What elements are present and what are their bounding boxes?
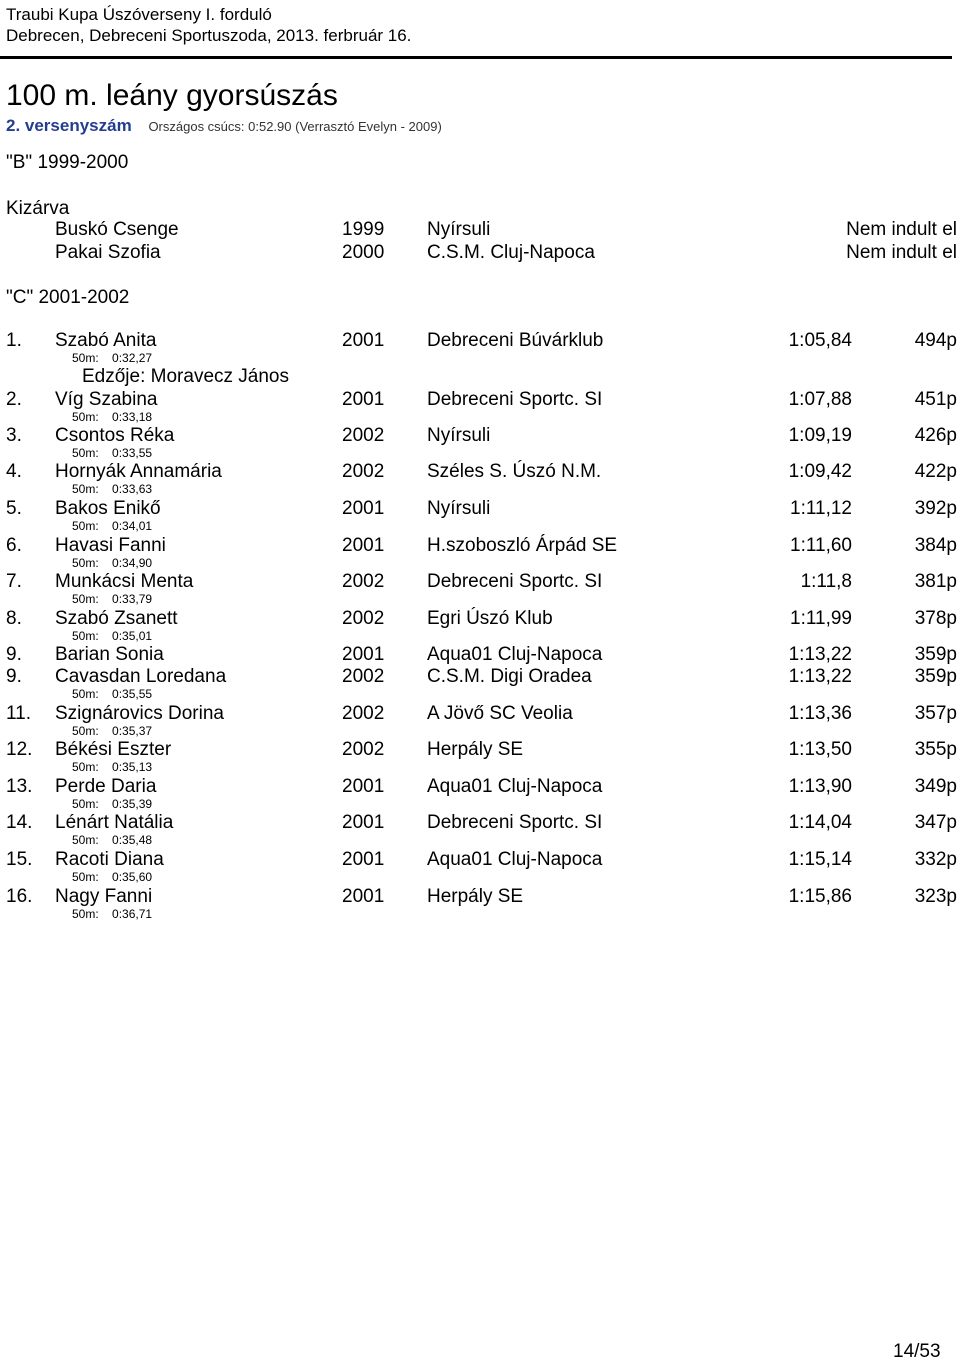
result-year: 2002 <box>342 425 385 446</box>
result-points: 392p <box>914 498 957 519</box>
disq-club: Nyírsuli <box>427 219 491 240</box>
result-club: Debreceni Sportc. SI <box>427 571 603 592</box>
result-points: 355p <box>914 739 957 760</box>
result-name: Perde Daria <box>55 776 157 797</box>
split-time: 50m: 0:35,55 <box>72 687 153 701</box>
result-rank: 16. <box>6 886 33 907</box>
split-time: 50m: 0:34,90 <box>72 556 153 570</box>
result-time: 1:13,50 <box>788 739 852 760</box>
result-year: 2002 <box>342 739 385 760</box>
result-points: 451p <box>914 389 957 410</box>
result-name: Szignárovics Dorina <box>55 703 224 724</box>
page-number: 14/53 <box>893 1341 941 1362</box>
result-points: 359p <box>914 666 957 687</box>
header-divider <box>0 56 952 59</box>
result-rank: 9. <box>6 666 22 687</box>
result-year: 2002 <box>342 571 385 592</box>
disq-status: Nem indult el <box>846 242 957 263</box>
result-club: Debreceni Búvárklub <box>427 330 604 351</box>
result-club: Aqua01 Cluj-Napoca <box>427 644 603 665</box>
result-points: 384p <box>914 535 957 556</box>
result-rank: 4. <box>6 461 22 482</box>
result-year: 2001 <box>342 849 385 870</box>
result-name: Nagy Fanni <box>55 886 153 907</box>
result-points: 347p <box>914 812 957 833</box>
result-club: Debreceni Sportc. SI <box>427 812 603 833</box>
split-time: 50m: 0:32,27 <box>72 351 153 365</box>
result-club: Egri Úszó Klub <box>427 608 553 629</box>
result-time: 1:11,8 <box>800 571 852 592</box>
result-name: Havasi Fanni <box>55 535 166 556</box>
split-time: 50m: 0:35,37 <box>72 724 153 738</box>
result-name: Szabó Zsanett <box>55 608 178 629</box>
split-time: 50m: 0:33,18 <box>72 410 153 424</box>
split-time: 50m: 0:33,63 <box>72 482 153 496</box>
result-points: 332p <box>914 849 957 870</box>
event-subtitle <box>6 115 442 138</box>
result-year: 2002 <box>342 666 385 687</box>
result-name: Lénárt Natália <box>55 812 174 833</box>
competition-venue-date: Debrecen, Debreceni Sportuszoda, 2013. ferbruár 16. <box>6 26 412 45</box>
result-points: 323p <box>914 886 957 907</box>
result-year: 2001 <box>342 389 385 410</box>
result-rank: 8. <box>6 608 22 629</box>
result-points: 357p <box>914 703 957 724</box>
result-points: 349p <box>914 776 957 797</box>
disq-name: Pakai Szofia <box>55 242 161 263</box>
page-header <box>6 4 411 46</box>
disq-club: C.S.M. Cluj-Napoca <box>427 242 595 263</box>
result-name: Víg Szabina <box>55 389 158 410</box>
result-time: 1:15,86 <box>788 886 852 907</box>
result-year: 2001 <box>342 330 385 351</box>
result-time: 1:05,84 <box>788 330 852 351</box>
result-rank: 5. <box>6 498 22 519</box>
result-year: 2001 <box>342 812 385 833</box>
result-time: 1:14,04 <box>788 812 852 833</box>
split-time: 50m: 0:35,01 <box>72 629 153 643</box>
split-time: 50m: 0:36,71 <box>72 907 153 921</box>
result-year: 2002 <box>342 461 385 482</box>
result-club: Aqua01 Cluj-Napoca <box>427 849 603 870</box>
result-club: Herpály SE <box>427 886 524 907</box>
result-rank: 3. <box>6 425 22 446</box>
result-time: 1:13,22 <box>788 644 852 665</box>
result-points: 422p <box>914 461 957 482</box>
disq-year: 1999 <box>342 219 385 240</box>
split-time: 50m: 0:35,60 <box>72 870 153 884</box>
split-time: 50m: 0:35,13 <box>72 760 153 774</box>
split-time: 50m: 0:35,48 <box>72 833 153 847</box>
result-year: 2001 <box>342 644 385 665</box>
result-name: Racoti Diana <box>55 849 164 870</box>
group-b-label: "B" 1999-2000 <box>6 152 129 173</box>
result-club: Herpály SE <box>427 739 524 760</box>
result-name: Hornyák Annamária <box>55 461 222 482</box>
result-name: Bakos Enikő <box>55 498 161 519</box>
result-time: 1:11,99 <box>790 608 852 629</box>
disq-year: 2000 <box>342 242 385 263</box>
result-points: 359p <box>914 644 957 665</box>
result-year: 2001 <box>342 776 385 797</box>
result-club: Nyírsuli <box>427 425 491 446</box>
result-rank: 9. <box>6 644 22 665</box>
result-club: C.S.M. Digi Oradea <box>427 666 592 687</box>
group-c-label: "C" 2001-2002 <box>6 287 130 308</box>
result-year: 2001 <box>342 498 385 519</box>
result-name: Csontos Réka <box>55 425 175 446</box>
result-name: Cavasdan Loredana <box>55 666 227 687</box>
disq-status: Nem indult el <box>846 219 957 240</box>
result-time: 1:13,90 <box>788 776 852 797</box>
result-rank: 2. <box>6 389 22 410</box>
result-points: 494p <box>914 330 957 351</box>
result-rank: 13. <box>6 776 33 797</box>
split-time: 50m: 0:34,01 <box>72 519 153 533</box>
result-year: 2001 <box>342 535 385 556</box>
result-club: H.szoboszló Árpád SE <box>427 535 618 556</box>
result-year: 2002 <box>342 608 385 629</box>
result-rank: 15. <box>6 849 33 870</box>
result-time: 1:07,88 <box>788 389 852 410</box>
result-club: Debreceni Sportc. SI <box>427 389 603 410</box>
result-time: 1:09,19 <box>788 425 852 446</box>
event-title: 100 m. leány gyorsúszás <box>6 79 338 112</box>
split-time: 50m: 0:33,55 <box>72 446 153 460</box>
result-time: 1:11,60 <box>790 535 852 556</box>
result-rank: 6. <box>6 535 22 556</box>
result-name: Szabó Anita <box>55 330 157 351</box>
result-club: Aqua01 Cluj-Napoca <box>427 776 603 797</box>
result-club: Széles S. Úszó N.M. <box>427 461 602 482</box>
result-time: 1:13,36 <box>788 703 852 724</box>
competition-title: Traubi Kupa Úszóverseny I. forduló <box>6 5 272 24</box>
result-name: Barian Sonia <box>55 644 164 665</box>
result-points: 426p <box>914 425 957 446</box>
result-club: Nyírsuli <box>427 498 491 519</box>
result-points: 378p <box>914 608 957 629</box>
result-rank: 14. <box>6 812 33 833</box>
split-time: 50m: 0:35,39 <box>72 797 153 811</box>
split-time: 50m: 0:33,79 <box>72 592 153 606</box>
event-number: 2. versenyszám <box>6 116 132 135</box>
result-year: 2002 <box>342 703 385 724</box>
result-year: 2001 <box>342 886 385 907</box>
coach-name: Edzője: Moravecz János <box>82 366 289 387</box>
result-name: Békési Eszter <box>55 739 172 760</box>
result-rank: 7. <box>6 571 22 592</box>
result-time: 1:13,22 <box>788 666 852 687</box>
result-time: 1:09,42 <box>788 461 852 482</box>
result-rank: 12. <box>6 739 33 760</box>
result-time: 1:15,14 <box>788 849 852 870</box>
disq-name: Buskó Csenge <box>55 219 179 240</box>
national-record: Országos csúcs: 0:52.90 (Verrasztó Evelyn - 2009) <box>148 119 442 134</box>
result-rank: 11. <box>6 703 32 724</box>
disqualified-label: Kizárva <box>6 198 70 219</box>
result-time: 1:11,12 <box>790 498 852 519</box>
result-club: A Jövő SC Veolia <box>427 703 573 724</box>
result-rank: 1. <box>6 330 22 351</box>
result-points: 381p <box>914 571 957 592</box>
result-name: Munkácsi Menta <box>55 571 194 592</box>
